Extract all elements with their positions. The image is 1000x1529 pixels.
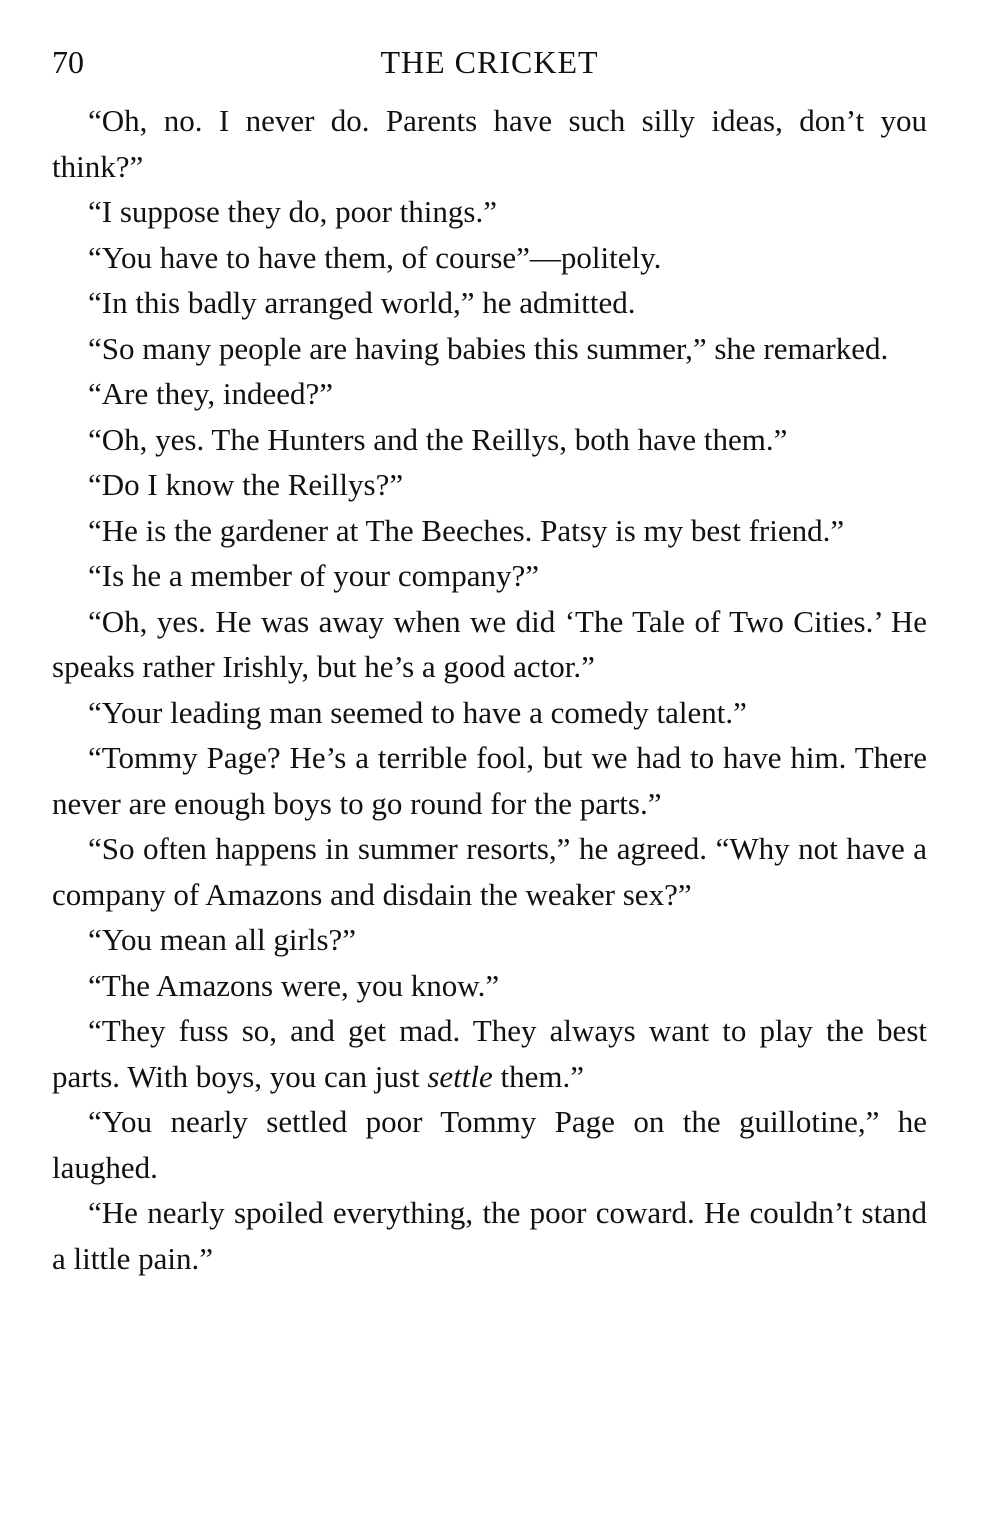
body-text — [52, 98, 927, 1281]
paragraph: “You mean all girls?” — [88, 922, 357, 957]
paragraph: “You nearly settled poor Tommy Page on the guillotine,” he laughed. — [52, 1104, 927, 1185]
paragraph: “So often happens in summer resorts,” he agreed. “Why not have a company of Amazons and disdain the weaker sex?” — [52, 831, 927, 912]
paragraph: “He is the gardener at The Beeches. Patsy is my best friend.” — [88, 512, 845, 548]
paragraph: “Tommy Page? He’s a terrible fool, but we had to have him. There never are enough boys to go round for the parts.” — [52, 740, 927, 821]
paragraph-with-emphasis — [52, 1008, 927, 1099]
page-header — [52, 38, 927, 86]
paragraph: “You have to have them, of course”—politely. — [88, 239, 662, 275]
paragraph: “Oh, yes. He was away when we did ‘The Tale of Two Cities.’ He speaks rather Irishly, but he’s a good actor.” — [52, 603, 927, 684]
emphasized-word: settle — [427, 1058, 493, 1094]
paragraph: “Your leading man seemed to have a comedy talent.” — [88, 694, 747, 730]
paragraph-text-before: “They fuss so, and get mad. They always want to play the best parts. With boys, you can just — [52, 1013, 927, 1094]
running-title: THE CRICKET — [380, 44, 599, 80]
paragraph: “Are they, indeed?” — [88, 376, 333, 411]
paragraph: “Is he a member of your company?” — [88, 558, 540, 593]
paragraph: “Do I know the Reillys?” — [88, 467, 404, 502]
paragraph: “I suppose they do, poor things.” — [88, 194, 497, 229]
page-number: 70 — [52, 44, 84, 80]
paragraph: “In this badly arranged world,” he admitted. — [88, 285, 636, 320]
paragraph: “Oh, yes. The Hunters and the Reillys, both have them.” — [88, 421, 788, 457]
paragraph: “He nearly spoiled everything, the poor coward. He couldn’t stand a little pain.” — [52, 1195, 927, 1276]
paragraph: “Oh, no. I never do. Parents have such silly ideas, don’t you think?” — [52, 103, 927, 184]
paragraph: “So many people are having babies this summer,” she remarked. — [88, 330, 889, 366]
paragraph: “The Amazons were, you know.” — [88, 967, 500, 1003]
paragraph-text-after: them.” — [492, 1058, 584, 1094]
